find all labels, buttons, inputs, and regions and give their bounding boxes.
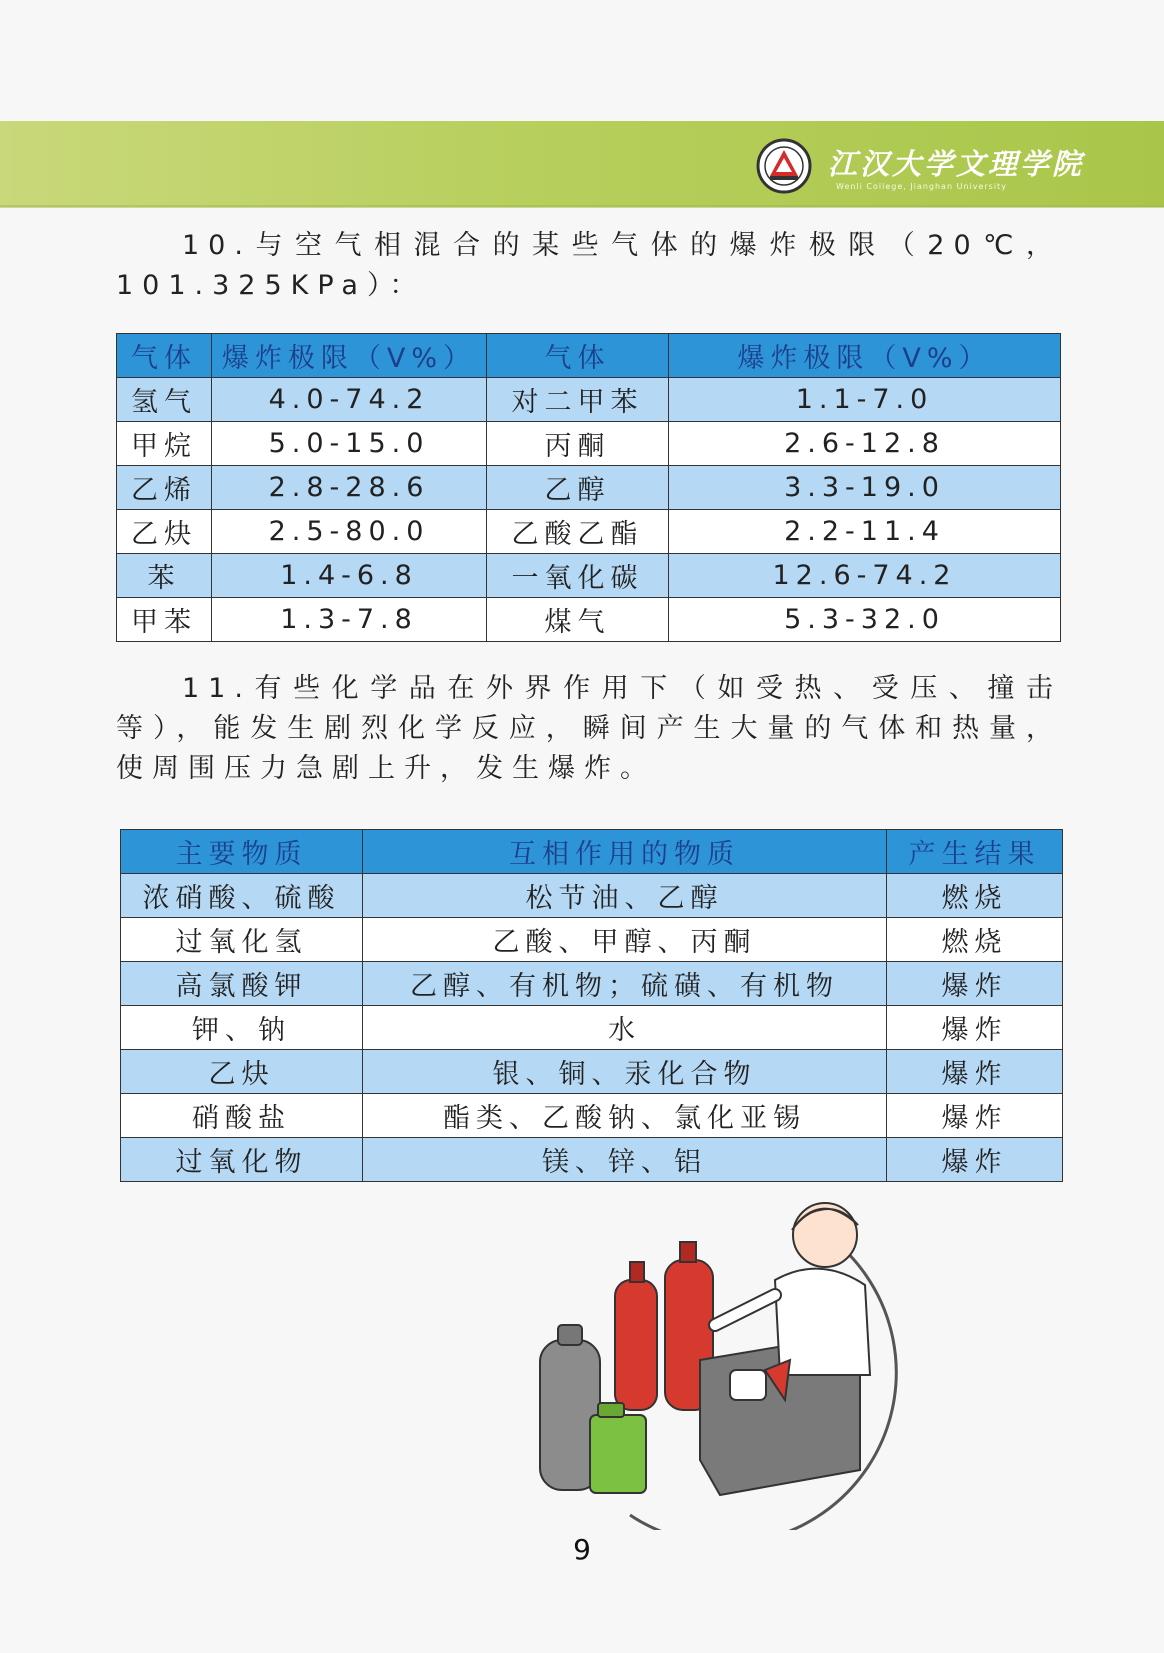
table-cell: 爆炸 — [887, 1050, 1063, 1094]
table-cell: 爆炸 — [887, 962, 1063, 1006]
table-header-cell: 产生结果 — [887, 830, 1063, 874]
table-cell: 过氧化物 — [121, 1138, 363, 1182]
table-row — [121, 962, 1063, 1006]
header-band-shadow — [0, 205, 1164, 208]
table-cell: 5.0-15.0 — [212, 422, 487, 466]
table-header-cell: 气体 — [117, 334, 212, 378]
table-cell: 4.0-74.2 — [212, 378, 487, 422]
table-cell: 甲烷 — [117, 422, 212, 466]
table-cell: 松节油、乙醇 — [363, 874, 887, 918]
table-cell: 3.3-19.0 — [669, 466, 1061, 510]
table-header-cell: 爆炸极限（V%） — [669, 334, 1061, 378]
brand-subtitle: Wenli College, Jianghan University — [836, 182, 1007, 191]
university-seal-icon — [756, 138, 812, 194]
section-11-text: 11.有些化学品在外界作用下（如受热、受压、撞击等），能发生剧烈化学反应，瞬间产生大量的气体和热量，使周围压力急剧上升，发生爆炸。 — [116, 673, 1062, 784]
table-cell: 2.5-80.0 — [212, 510, 487, 554]
table-cell: 高氯酸钾 — [121, 962, 363, 1006]
table-row — [117, 510, 1061, 554]
table-cell: 爆炸 — [887, 1006, 1063, 1050]
table-row — [117, 422, 1061, 466]
table-cell: 乙醇、有机物；硫磺、有机物 — [363, 962, 887, 1006]
table-cell: 水 — [363, 1006, 887, 1050]
table-cell: 12.6-74.2 — [669, 554, 1061, 598]
table-cell: 煤气 — [487, 598, 669, 642]
table-header-cell: 爆炸极限（V%） — [212, 334, 487, 378]
table-row — [117, 466, 1061, 510]
table-cell: 爆炸 — [887, 1138, 1063, 1182]
table-cell: 乙酸乙酯 — [487, 510, 669, 554]
chemist-with-gas-cylinders-icon — [520, 1200, 920, 1530]
table-row — [117, 598, 1061, 642]
table-header-cell: 主要物质 — [121, 830, 363, 874]
table-cell: 2.6-12.8 — [669, 422, 1061, 466]
table-cell: 银、铜、汞化合物 — [363, 1050, 887, 1094]
table-cell: 1.1-7.0 — [669, 378, 1061, 422]
section-10-text: 10.与空气相混合的某些气体的爆炸极限（20℃，101.325KPa）： — [116, 230, 1062, 301]
gas-explosion-limit-table — [116, 333, 1061, 642]
table-row — [121, 1050, 1063, 1094]
table-cell: 燃烧 — [887, 918, 1063, 962]
table-row — [121, 874, 1063, 918]
table-cell: 乙烯 — [117, 466, 212, 510]
table-cell: 硝酸盐 — [121, 1094, 363, 1138]
table-header-row — [121, 830, 1063, 874]
table-cell: 2.2-11.4 — [669, 510, 1061, 554]
table-cell: 甲苯 — [117, 598, 212, 642]
table-row — [117, 554, 1061, 598]
table-cell: 对二甲苯 — [487, 378, 669, 422]
page-number: 9 — [573, 1533, 591, 1566]
table-cell: 1.4-6.8 — [212, 554, 487, 598]
table-cell: 爆炸 — [887, 1094, 1063, 1138]
table-row — [121, 918, 1063, 962]
table-cell: 过氧化氢 — [121, 918, 363, 962]
table-cell: 乙炔 — [121, 1050, 363, 1094]
table-cell: 2.8-28.6 — [212, 466, 487, 510]
table-cell: 乙酸、甲醇、丙酮 — [363, 918, 887, 962]
table-header-cell: 互相作用的物质 — [363, 830, 887, 874]
table-cell: 镁、锌、铝 — [363, 1138, 887, 1182]
brand-title: 江汉大学文理学院 — [828, 147, 1085, 181]
table-row — [121, 1006, 1063, 1050]
table-cell: 5.3-32.0 — [669, 598, 1061, 642]
table-cell: 氢气 — [117, 378, 212, 422]
table-cell: 丙酮 — [487, 422, 669, 466]
chemical-reaction-table — [120, 829, 1063, 1182]
table-cell: 燃烧 — [887, 874, 1063, 918]
table-row — [121, 1094, 1063, 1138]
table-row — [117, 378, 1061, 422]
table-cell: 浓硝酸、硫酸 — [121, 874, 363, 918]
table-cell: 乙炔 — [117, 510, 212, 554]
table-header-row — [117, 334, 1061, 378]
table-row — [121, 1138, 1063, 1182]
table-cell: 乙醇 — [487, 466, 669, 510]
table-header-cell: 气体 — [487, 334, 669, 378]
table-cell: 苯 — [117, 554, 212, 598]
table-cell: 1.3-7.8 — [212, 598, 487, 642]
table-cell: 一氧化碳 — [487, 554, 669, 598]
table-cell: 酯类、乙酸钠、氯化亚锡 — [363, 1094, 887, 1138]
table-cell: 钾、钠 — [121, 1006, 363, 1050]
